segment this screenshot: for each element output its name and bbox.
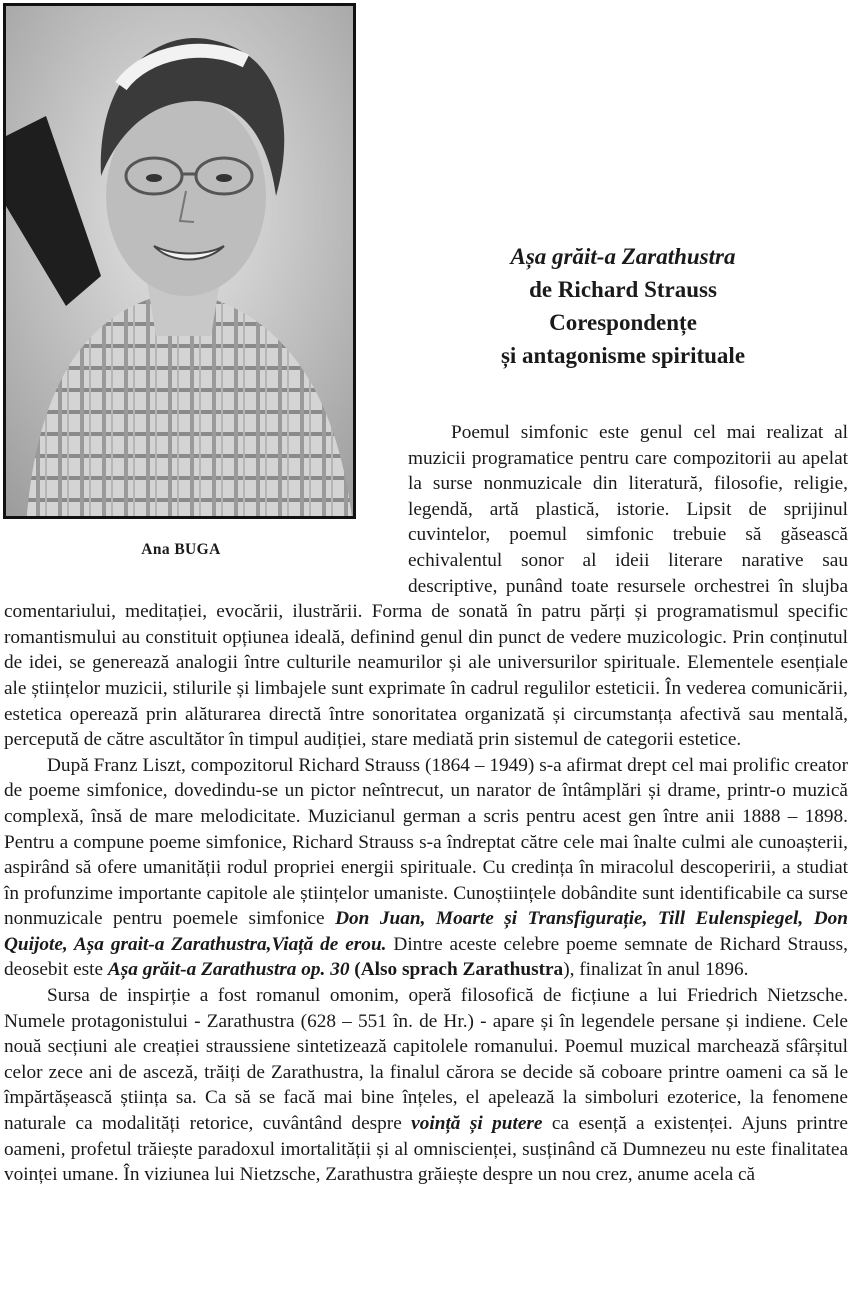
paragraph-2-text-a: După Franz Liszt, compozitorul Richard Strauss (1864 – 1949) s-a afirmat drept cel mai prolific creator de poeme simfonice, dovedindu-se un pictor neîntrecut, un narator de întâmplări și drame, printr-o muzică complexă, însă de mare melodicitate. Muzicianul german a scris pentru acest gen între anii 1888 – 1898. Pentru a compune poeme simfonice, Richard Strauss s-a îndreptat către cele mai înalte culmi ale cunoașterii, aspirând să ofere umanității rodul propriei energii spirituale. Cu credința în miracolul descoperirii, a studiat în profunzime importante capitole ale științelor umaniste. Cunoștiințele dobândite sunt identificabile ca surse nonmuzicale pentru poemele simfonice <box>4 754 848 930</box>
paragraph-3 <box>4 983 848 1188</box>
work-title-german: Also sprach Zarathustra <box>360 959 564 981</box>
paragraph-2 <box>4 753 848 983</box>
author-name: Ana BUGA <box>141 541 221 558</box>
article-body <box>4 420 848 1188</box>
emphasis-will-power: voință și putere <box>411 1113 543 1135</box>
paragraph-3-text-b: ca esență a existenței. Ajuns printre oameni, profetul trăiește paradoxul imortalității și al omniscienței, susținând că Dumnezeu nu este finalitatea voinței umane. În viziunea lui Nietzsche, Zarathustra grăiește despre un nou crez, anume acela că <box>4 1113 848 1186</box>
paragraph-1-text: Poemul simfonic este genul cel mai realizat al muzicii programatice pentru care compozitorii au apelat la surse nonmuzicale din literatură, filosofie, religie, legendă, artă plastică, istorie. Lipsit de sprijinul cuvintelor, poemul simfonic trebuie să găsească echivalentul sonor al ideii literare narative sau descriptive, punând toate resursele orchestrei în slujba comentariului, meditației, evocării, ilustrării. Forma de sonată în patru părți și programatismul specific romantismului au constituit opțiunea ideală, definind genul din punct de vedere muzicologic. Prin conținutul de idei, se generează analogii între culturile neamurilor și ale universurilor spirituale. Elementele esențiale ale științelor muzicii, stilurile și limbajele sunt exprimate în cadrul regulilor esteticii. În vederea comunicării, estetica operează prin alăturarea directă între sonoritatea organizată și circumstanța afectivă sau mentală, percepută de către ascultător în timpul audiției, stare mediată prin sistemul de categorii estetice. <box>4 422 848 751</box>
article-title <box>410 240 836 372</box>
paragraph-2-text-d: ), finalizat în anul 1896. <box>563 959 749 981</box>
title-line-1: Așa grăit-a Zarathustra <box>510 244 736 269</box>
paragraph-3-text-a: Sursa de inspirție a fost romanul omonim, operă filosofică de ficțiune a lui Friedrich Nietzsche. Numele protagonistului - Zarathustra (628 – 551 în. de Hr.) - apare și în legendele persane și indiene. Cele nouă secțiuni ale creației straussiene sintetizează capitolele romanului. Poemul muzical marchează sfârșitul celor zece ani de asceză, trăiți de Zarathustra, la finalul cărora se decide să coboare printre oameni ca să le împărtășească știința sa. Ca să se facă mai bine înțeles, el apelează la simboluri ezoterice, la fenomene naturale ca modalități retorice, cuvântând despre <box>4 985 848 1135</box>
title-line-3: Corespondențe <box>549 310 697 335</box>
works-list: Don Juan, Moarte și Transfigurație, Till Eulenspiegel, Don Quijote, Așa grait-a Zarathustra,Viață de erou. <box>4 908 848 955</box>
title-line-2: de Richard Strauss <box>529 277 717 302</box>
paragraph-2-text-c: ( <box>349 959 361 981</box>
paragraph-2-text-b: Dintre aceste celebre poeme semnate de Richard Strauss, deosebit este <box>4 933 848 981</box>
work-title-romanian: Așa grăit-a Zarathustra op. 30 <box>107 959 350 981</box>
photo-spacer <box>4 420 408 596</box>
title-line-4: și antagonisme spirituale <box>500 343 746 368</box>
